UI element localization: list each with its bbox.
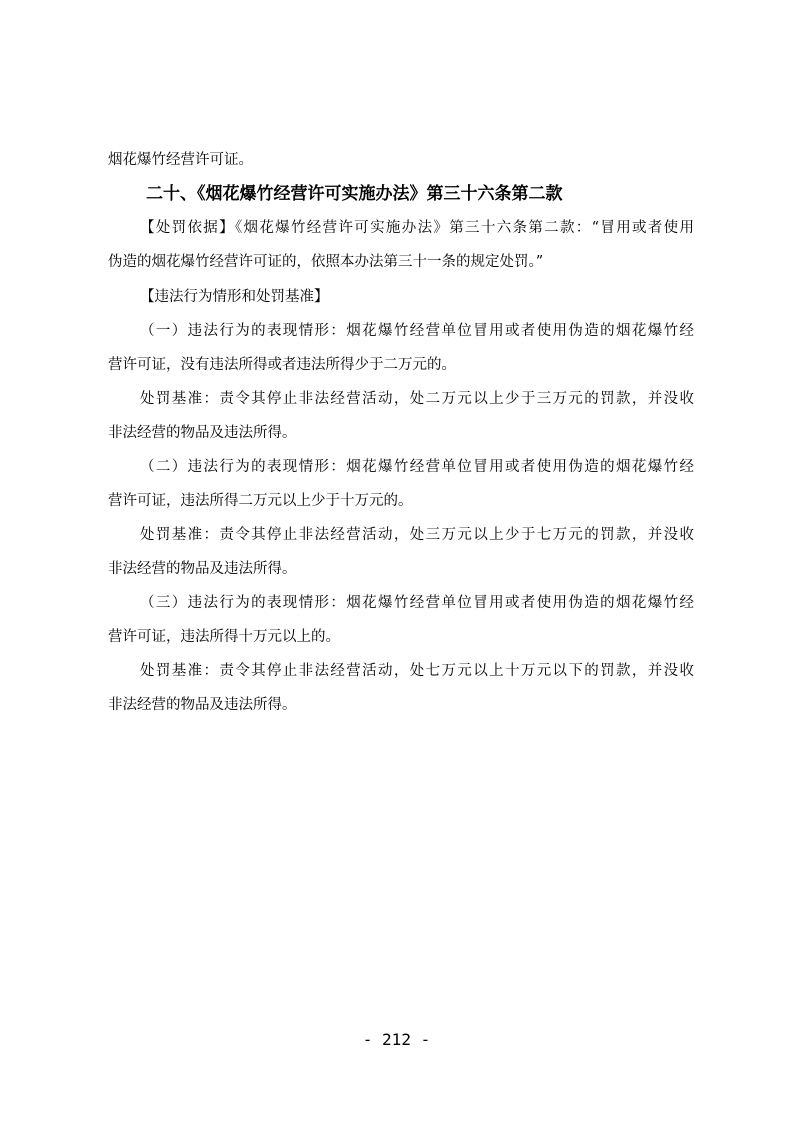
case-3-penalty-line-2: 非法经营的物品及违法所得。: [108, 697, 297, 713]
case-1-penalty-line-2: 非法经营的物品及违法所得。: [108, 425, 297, 441]
page-number: - 212 -: [362, 1030, 431, 1049]
case-2-situation-line-1: （二）违法行为的表现情形：烟花爆竹经营单位冒用或者使用伪造的烟花爆竹经: [140, 459, 694, 475]
continuation-text: 烟花爆竹经营许可证。: [108, 152, 253, 168]
case-2-situation-line-2: 营许可证，违法所得二万元以上少于十万元的。: [108, 493, 413, 509]
penalty-basis-line-1: 【处罚依据】《烟花爆竹经营许可实施办法》第三十六条第二款：“冒用或者使用: [140, 220, 694, 236]
penalty-basis-line-2: 伪造的烟花爆竹经营许可证的，依照本办法第三十一条的规定处罚。”: [108, 254, 544, 270]
case-3-penalty-line-1: 处罚基准：责令其停止非法经营活动，处七万元以上十万元以下的罚款，并没收: [140, 663, 694, 679]
section-heading: 二十、《烟花爆竹经营许可实施办法》第三十六条第二款: [146, 184, 563, 204]
case-3-situation-line-2: 营许可证，违法所得十万元以上的。: [108, 629, 340, 645]
case-1-situation-line-2: 营许可证，没有违法所得或者违法所得少于二万元的。: [108, 357, 456, 373]
case-1-situation-line-1: （一）违法行为的表现情形：烟花爆竹经营单位冒用或者使用伪造的烟花爆竹经: [140, 323, 694, 339]
case-2-penalty-line-2: 非法经营的物品及违法所得。: [108, 561, 297, 577]
case-2-penalty-line-1: 处罚基准：责令其停止非法经营活动，处三万元以上少于七万元的罚款，并没收: [140, 527, 694, 543]
case-1-penalty-line-1: 处罚基准：责令其停止非法经营活动，处二万元以上少于三万元的罚款，并没收: [140, 391, 694, 407]
standard-title: 【违法行为情形和处罚基准】: [140, 289, 329, 305]
case-3-situation-line-1: （三）违法行为的表现情形：烟花爆竹经营单位冒用或者使用伪造的烟花爆竹经: [140, 595, 694, 611]
